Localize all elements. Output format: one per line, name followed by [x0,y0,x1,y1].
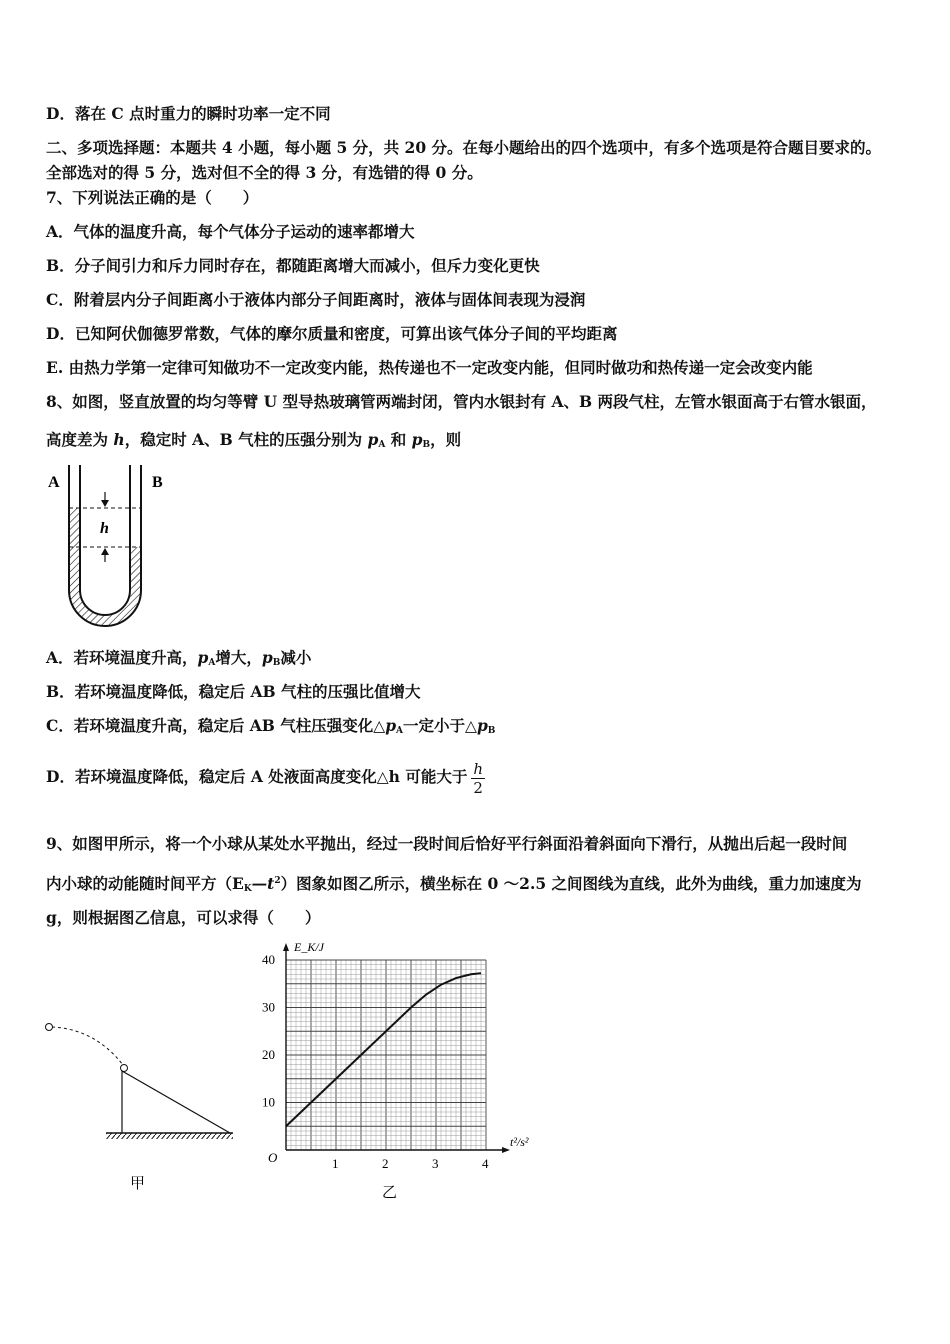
q8-option-a: A．若环境温度升高，$p_A$增大，$p_B$减小 [46,648,312,668]
y-tick-label: 20 [262,1047,275,1062]
u-tube-figure [40,460,180,635]
q7-option-a: A．气体的温度升高，每个气体分子运动的速率都增大 [46,222,415,241]
label-h: h [100,520,109,537]
label-a: A [48,474,60,491]
figure-yi-chart [250,935,550,1205]
y-axis-label: E_K/J [294,940,324,954]
q7-option-d: D．已知阿伏伽德罗常数，气体的摩尔质量和密度，可算出该气体分子间的平均距离 [46,324,618,343]
q6-option-d: D．落在 C 点时重力的瞬时功率一定不同 [46,104,331,123]
ground-hatch [106,1133,233,1139]
q7-stem: 7、下列说法正确的是（ ） [46,188,259,207]
x-tick-label: 2 [382,1156,389,1171]
q8-option-d: D．若环境温度降低，稳定后 A 处液面高度变化△h 可能大于 $\frac{h}{2}$ [46,759,484,797]
q7-option-e: E. 由热力学第一定律可知做功不一定改变内能，热传递也不一定改变内能，但同时做功和热传递一定会改变内能 [46,358,813,377]
label-jia: 甲 [130,1176,146,1192]
trajectory [52,1027,123,1065]
label-b: B [152,474,163,491]
y-tick-label: 30 [262,999,275,1015]
x-axis-label: t²/s² [510,1135,529,1149]
q8-option-b: B．若环境温度降低，稳定后 AB 气柱的压强比值增大 [46,682,421,701]
q9-stem-1: 9、如图甲所示，将一个小球从某处水平抛出，经过一段时间后恰好平行斜面沿着斜面向下滑行，从抛出后起一段时间 [46,834,848,853]
arrow-down-icon [101,500,109,507]
q8-stem-1: 8、如图，竖直放置的均匀等臂 U 型导热玻璃管两端封闭，管内水银封有 A、B 两段气柱，左管水银面高于右管水银面， [46,392,877,411]
tube-inner-wall [80,465,130,615]
q7-option-c: C．附着层内分子间距离小于液体内部分子间距离时，液体与固体间表现为浸润 [46,290,586,309]
y-tick-label: 40 [262,952,275,967]
q9-stem-3: g，则根据图乙信息，可以求得（ ） [46,908,321,927]
x-tick-label: 3 [432,1156,439,1171]
q8-stem-2: 高度差为 h，稳定时 A、B 气柱的压强分别为 $p_A$ 和 $p_B$，则 [46,430,462,450]
y-axis-arrow-icon [283,943,289,951]
q8-option-c: C．若环境温度升高，稳定后 AB 气柱压强变化$\triangle p_A$一定小于$\triangle p_B$ [46,716,496,736]
y-tick-label: 10 [262,1094,275,1110]
q9-stem-2: 内小球的动能随时间平方$(E_K—t^2)$图象如图乙所示，横坐标在 0 ～2.5 之间图线为直线，此外为曲线，重力加速度为 [46,874,862,895]
label-yi: 乙 [382,1185,398,1201]
fraction-h-over-2: $\frac{h}{2}$ [473,759,484,797]
ball-on-incline-icon [121,1065,128,1072]
arrow-up-icon [101,548,109,555]
x-tick-label: 1 [332,1156,339,1171]
section2-heading-1: 二、多项选择题：本题共 4 小题，每小题 5 分，共 20 分。在每小题给出的四个选项中，有多个选项是符合题目要求的。 [46,138,882,157]
x-axis-arrow-icon [502,1147,510,1153]
figure-jia [40,1015,240,1200]
q7-option-b: B．分子间引力和斥力同时存在，都随距离增大而减小，但斥力变化更快 [46,256,540,275]
section2-heading-2: 全部选对的得 5 分，选对但不全的得 3 分，有选错的得 0 分。 [46,163,483,182]
start-ball-icon [46,1024,53,1031]
x-tick-label: 4 [482,1156,489,1171]
series-line-ek [286,973,481,1126]
origin-label: O [268,1150,278,1165]
